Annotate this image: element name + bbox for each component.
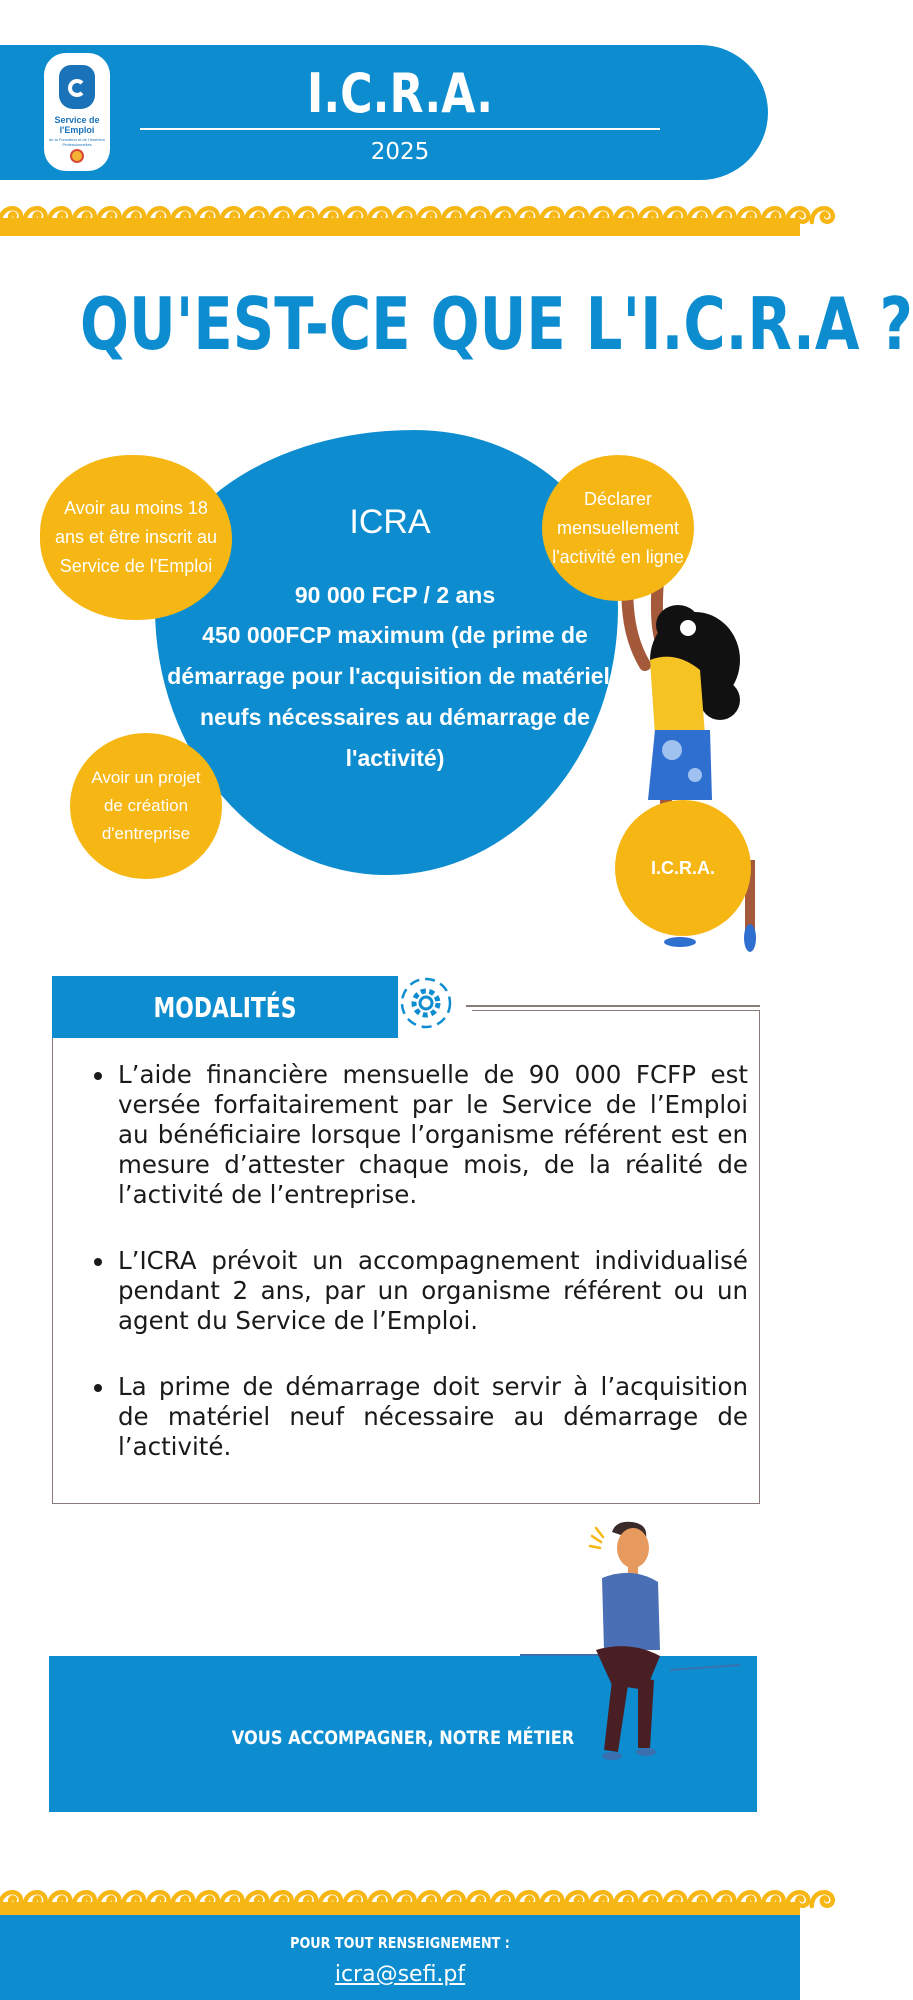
wave-curl [812, 208, 833, 222]
main-question-heading: QU'EST-CE QUE L'I.C.R.A ? [80, 282, 913, 366]
logo-badge-icon [59, 65, 95, 109]
icra-title: ICRA [349, 503, 431, 541]
logo-line1: Service de [54, 115, 100, 125]
icra-prime: 450 000FCP maximum (de prime de démarrage pour l'acquisition de matériels neufs nécessaires au démarrage de l'activité) [167, 622, 623, 771]
contact-email-link[interactable]: icra@sefi.pf [334, 1962, 466, 1987]
logo-line2: l'Emploi [59, 125, 95, 135]
modalites-divider [466, 1005, 760, 1007]
man-illustration [520, 1510, 750, 1770]
bubble-monthly-declaration: Déclarer mensuellement l'activité en ligne [542, 455, 694, 601]
list-item: L’ICRA prévoit un accompagnement individualisé pendant 2 ans, par un organisme référent ou un agent du Service de l’Emploi. [90, 1246, 748, 1336]
header-divider [140, 128, 660, 130]
header-year: 2025 [370, 139, 430, 165]
polynesia-emblem-icon [70, 149, 84, 163]
header-title: I.C.R.A. [306, 62, 494, 125]
wave-curl [812, 1892, 833, 1906]
wave-border-top [0, 196, 800, 236]
list-item: La prime de démarrage doit servir à l’acquisition de matériel neuf nécessaire au démarrage de l’activité. [90, 1372, 748, 1462]
bubble-icra-badge: I.C.R.A. [615, 800, 751, 936]
wave-border-bottom [0, 1880, 800, 1920]
list-item: L’aide financière mensuelle de 90 000 FCFP est versée forfaitairement par le Service de l’Emploi au bénéficiaire lorsque l’organisme référent est en mesure d’attester chaque mois, de la réalité de l’activité de l’entreprise. [90, 1060, 748, 1210]
bubble-project-requirement: Avoir un projet de création d'entreprise [70, 733, 222, 879]
gear-icon [398, 975, 454, 1031]
logo-tagline: de la Formation et de l'Insertion Professionnelles [49, 137, 105, 147]
modalites-list [90, 1060, 748, 1498]
footer-label: POUR TOUT RENSEIGNEMENT : [290, 1934, 510, 1952]
service-emploi-logo [44, 53, 110, 171]
modalites-heading: MODALITÉS [153, 990, 297, 1024]
bubble-age-requirement: Avoir au moins 18 ans et être inscrit au Service de l'Emploi [40, 455, 232, 620]
slogan-text: VOUS ACCOMPAGNER, NOTRE MÉTIER [231, 1727, 575, 1749]
icra-amount: 90 000 FCP / 2 ans [294, 582, 496, 608]
